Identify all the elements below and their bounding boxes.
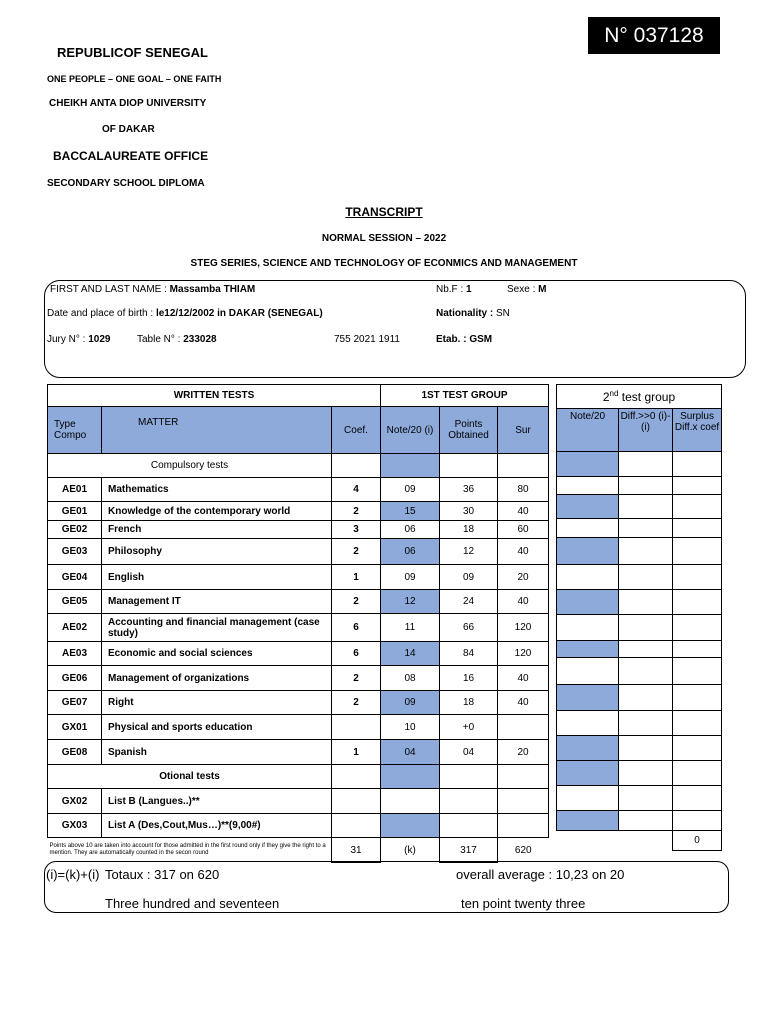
sex-field: Sexe : M (507, 284, 547, 295)
overall-average: overall average : 10,23 on 20 (456, 867, 625, 882)
col-coef-header: Coef. (332, 407, 381, 454)
grades-table (47, 384, 549, 863)
table-row: GE04 English 1 09 09 20 (48, 565, 549, 590)
table-row: GX03 List A (Des,Cout,Mus…)**(9,00#) (48, 814, 549, 838)
footnote: Points above 10 are taken into account for those admitted in the first round only if they give the right to a mention. They are automatically counted in the secon round (49, 843, 326, 857)
table-row: AE03 Economic and social sciences 6 14 84 120 (48, 642, 549, 666)
col-sur-header: Sur (498, 407, 549, 454)
optional-label: Otional tests (48, 765, 332, 789)
group2-table (556, 384, 722, 851)
nationality-field: Nationality : SN (436, 308, 510, 319)
page-title: TRANSCRIPT (345, 205, 423, 219)
table-number-field: Table N° : 233028 (137, 334, 217, 345)
col-matter-header: MATTER (102, 407, 332, 454)
table-row: GE01 Knowledge of the contemporary world 2 15 30 40 (48, 502, 549, 521)
republic-title: REPUBLICOF SENEGAL (57, 45, 208, 60)
g2-col-surplus: Surplus Diff.x coef (673, 409, 722, 452)
g2-col-note: Note/20 (557, 409, 619, 452)
totaux-in-words: Three hundred and seventeen (105, 896, 280, 911)
session: NORMAL SESSION – 2022 (321, 233, 447, 244)
table-row: GE03 Philosophy 2 06 12 40 (48, 539, 549, 565)
university-line1: CHEIKH ANTA DIOP UNIVERSITY (49, 98, 207, 109)
average-in-words: ten point twenty three (461, 896, 586, 911)
total-points: 317 (440, 838, 498, 863)
total-sur: 620 (514, 844, 532, 856)
group1-header: 1ST TEST GROUP (381, 385, 549, 407)
table-row: GE05 Management IT 2 12 24 40 (48, 590, 549, 614)
compulsory-label: Compulsory tests (48, 454, 332, 478)
table-row: GE06 Management of organizations 2 08 16 40 (48, 666, 549, 691)
table-row: GE02 French 3 06 18 60 (48, 521, 549, 539)
totaux: Totaux : 317 on 620 (105, 867, 220, 882)
col-points-header: Points Obtained (440, 407, 498, 454)
candidate-name-field: FIRST AND LAST NAME : Massamba THIAM (50, 284, 256, 295)
g2-col-diff: Diff.>>0 (i)-(i) (619, 409, 673, 452)
series: STEG SERIES, SCIENCE AND TECHNOLOGY OF ECONMICS AND MANAGEMENT (190, 258, 578, 269)
diploma-title: SECONDARY SCHOOL DIPLOMA (47, 178, 205, 189)
surplus-total: 0 (673, 831, 722, 851)
jury-field: Jury N° : 1029 (47, 334, 111, 345)
col-type-header: Type Compo (48, 407, 102, 454)
table-row: GE08 Spanish 1 04 04 20 (48, 740, 549, 765)
total-coef: 31 (332, 838, 381, 863)
totals-row (48, 838, 549, 863)
birth-field: Date and place of birth : le12/12/2002 in DAKAR (SENEGAL) (47, 308, 323, 319)
written-tests-header: WRITTEN TESTS (48, 385, 381, 407)
office-title: BACCALAUREATE OFFICE (53, 149, 209, 163)
nbf-field: Nb.F : 1 (436, 284, 472, 295)
etab-field: Etab. : GSM (436, 334, 493, 345)
university-line2: OF DAKAR (102, 124, 155, 135)
table-row: GX02 List B (Langues..)** (48, 789, 549, 814)
document-number: N° 037128 (588, 17, 720, 54)
total-note: (k) (381, 838, 440, 863)
group2-header: 2nd test group (557, 385, 722, 409)
table-row: AE02 Accounting and financial management (case study) 6 11 66 120 (48, 614, 549, 642)
col-note-header: Note/20 (i) (381, 407, 440, 454)
table-row: GE07 Right 2 09 18 40 (48, 691, 549, 715)
table-row: GX01 Physical and sports education 10 +0 (48, 715, 549, 740)
table-row: AE01 Mathematics 4 09 36 80 (48, 478, 549, 502)
motto: ONE PEOPLE – ONE GOAL – ONE FAITH (47, 74, 222, 84)
candidate-code: 755 2021 1911 (334, 334, 400, 345)
formula: (i)=(k)+(i) (46, 867, 100, 882)
